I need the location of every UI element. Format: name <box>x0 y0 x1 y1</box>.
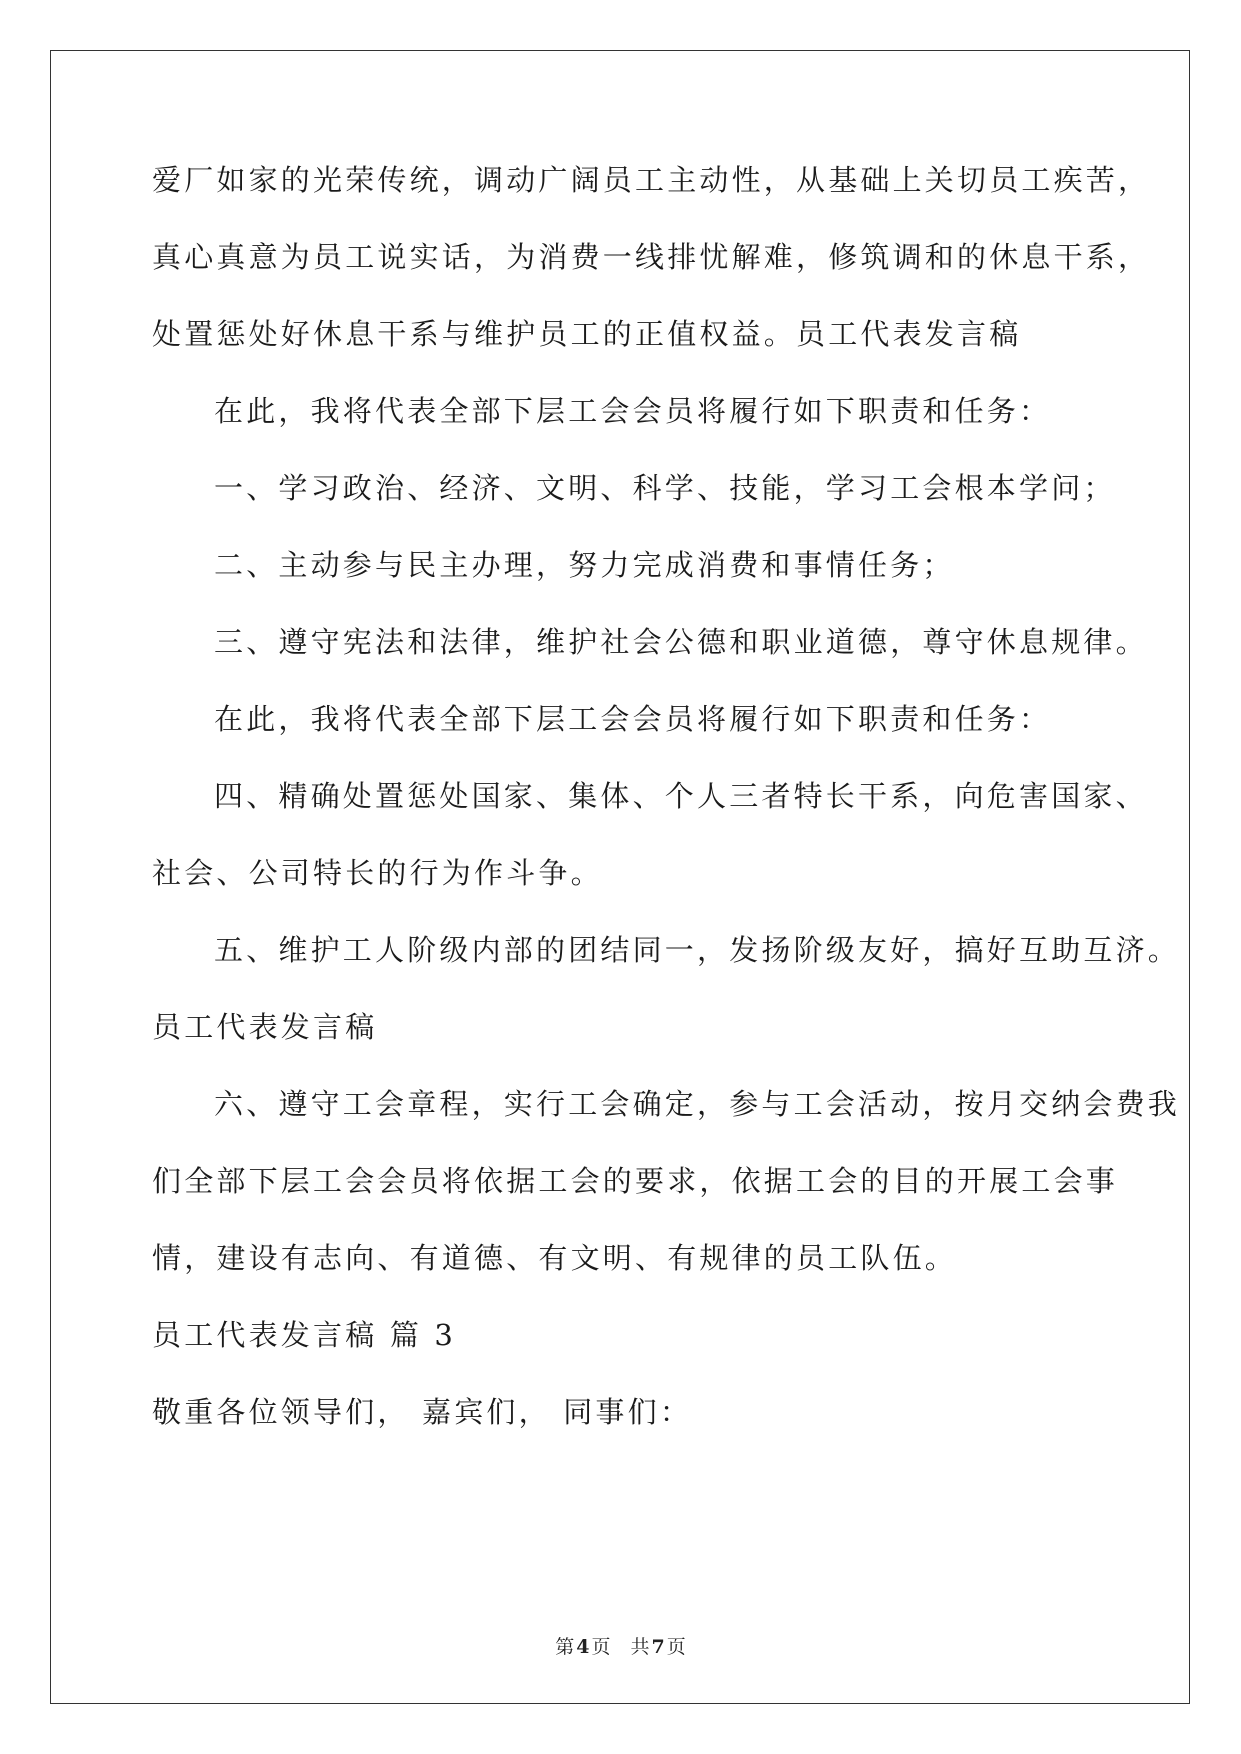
page-footer <box>0 1632 1241 1659</box>
paragraph-line: 真心真意为员工说实话，为消费一线排忧解难，修筑调和的休息干系， <box>152 240 1151 274</box>
list-item: 三、遵守宪法和法律，维护社会公德和职业道德，尊守休息规律。 <box>214 625 1148 659</box>
total-suffix: 页 <box>666 1636 686 1658</box>
paragraph-line: 情，建设有志向、有道德、有文明、有规律的员工队伍。 <box>152 1241 958 1275</box>
paragraph-line: 社会、公司特长的行为作斗争。 <box>152 856 603 890</box>
paragraph-line: 处置惩处好休息干系与维护员工的正值权益。员工代表发言稿 <box>152 317 1022 351</box>
paragraph-line: 们全部下层工会会员将依据工会的要求，依据工会的目的开展工会事 <box>152 1164 1119 1198</box>
list-item: 六、遵守工会章程，实行工会确定，参与工会活动，按月交纳会费我 <box>214 1087 1181 1121</box>
current-page-number: 4 <box>576 1636 590 1658</box>
list-item: 五、维护工人阶级内部的团结同一，发扬阶级友好，搞好互助互济。 <box>214 933 1181 967</box>
page-prefix: 第 <box>555 1636 575 1658</box>
list-item: 一、学习政治、经济、文明、科学、技能，学习工会根本学问； <box>214 471 1116 505</box>
total-pages-number: 7 <box>651 1636 665 1658</box>
paragraph-line: 在此，我将代表全部下层工会会员将履行如下职责和任务： <box>214 394 1052 428</box>
page-suffix: 页 <box>591 1636 611 1658</box>
section-title: 员工代表发言稿 <box>152 1010 378 1044</box>
paragraph-line: 在此，我将代表全部下层工会会员将履行如下职责和任务： <box>214 702 1052 736</box>
section-heading: 员工代表发言稿 篇 3 <box>152 1318 457 1352</box>
list-item: 二、主动参与民主办理，努力完成消费和事情任务； <box>214 548 955 582</box>
paragraph-line: 爱厂如家的光荣传统，调动广阔员工主动性，从基础上关切员工疾苦， <box>152 163 1151 197</box>
total-prefix: 共 <box>630 1636 650 1658</box>
salutation: 敬重各位领导们， 嘉宾们， 同事们： <box>152 1395 693 1429</box>
list-item: 四、精确处置惩处国家、集体、个人三者特长干系，向危害国家、 <box>214 779 1148 813</box>
document-body <box>152 163 1181 1475</box>
